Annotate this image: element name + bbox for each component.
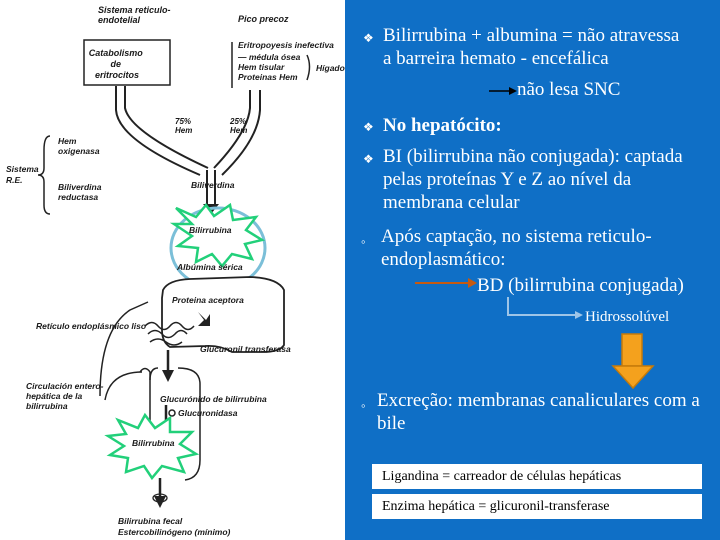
label-proteina-aceptora: Proteina aceptora bbox=[172, 295, 244, 305]
sub-bullet-icon: ◦ bbox=[361, 398, 366, 413]
ligandina-box: Ligandina = carreador de células hepáticas bbox=[372, 464, 702, 489]
text-panel bbox=[345, 0, 720, 540]
label-pico-precoz: Pico precoz bbox=[238, 14, 289, 24]
hepatocyte-membrane bbox=[162, 277, 284, 352]
bullet-2-text: No hepatócito: bbox=[383, 115, 502, 136]
flow-arrow-1 bbox=[162, 370, 174, 382]
line: Hem bbox=[175, 126, 193, 135]
line: Hem tisular bbox=[238, 62, 285, 72]
label-circulacion bbox=[26, 381, 106, 411]
label-sistema-re bbox=[6, 164, 41, 185]
label-reticulo: Retículo endoplásmico liso bbox=[36, 321, 147, 331]
label-fecal bbox=[118, 516, 231, 537]
line: Biliverdina bbox=[58, 182, 102, 192]
re-bracket bbox=[38, 136, 50, 214]
line: Bilirrubina fecal bbox=[118, 516, 183, 526]
line: de bbox=[110, 59, 121, 69]
label-glucuronidasa: Glucuronidasa bbox=[178, 408, 238, 418]
enzima-box: Enzima hepática = glicuronil-transferase bbox=[372, 494, 702, 519]
line: Hem bbox=[58, 136, 77, 146]
bullet-icon: ❖ bbox=[363, 120, 374, 134]
label-bilirrubina-bottom: Bilirrubina bbox=[132, 438, 175, 448]
line: Circulación entero- bbox=[26, 381, 104, 391]
line: Sistema reticulo- bbox=[98, 5, 171, 15]
label-biliverdina-reductasa bbox=[58, 182, 104, 202]
label-biliverdina: Biliverdina bbox=[191, 180, 235, 190]
line: oxigenasa bbox=[58, 146, 100, 156]
label-albumina: Albúmina sérica bbox=[177, 262, 243, 272]
bullet-1-main: Bilirrubina + albumina = não atravessa a barreira hemato - encefálica bbox=[383, 25, 680, 69]
line: reductasa bbox=[58, 192, 99, 202]
label-75-hem bbox=[175, 117, 193, 135]
bilirrubina-star-top bbox=[174, 205, 262, 266]
label-25-hem bbox=[229, 117, 248, 135]
orange-down-arrow bbox=[611, 332, 655, 390]
line: Estercobilinógeno (mínimo) bbox=[118, 527, 231, 537]
label-hem-oxigenasa bbox=[58, 136, 100, 156]
label-higado: Hígado bbox=[316, 63, 345, 73]
label-sistema-reticuloendotelial bbox=[98, 5, 173, 25]
line: R.E. bbox=[6, 175, 23, 185]
line: Sistema bbox=[6, 164, 39, 174]
line: bilirrubina bbox=[26, 401, 68, 411]
line: — médula ósea bbox=[238, 52, 301, 62]
glucuronidasa-dot bbox=[169, 410, 175, 416]
arrow-to-bd bbox=[415, 278, 477, 288]
line: 75% bbox=[175, 117, 192, 126]
line: hepática de la bbox=[26, 391, 83, 401]
line: Catabolismo bbox=[88, 48, 143, 58]
bullet-4-text: Após captação, no sistema reticulo-endoplasmático: bbox=[381, 226, 652, 270]
sub-bullet-icon: ◦ bbox=[361, 234, 366, 249]
line: 25% bbox=[230, 117, 247, 126]
line: endotelial bbox=[98, 15, 141, 25]
label-eritropoyesis bbox=[237, 40, 336, 82]
label-glucuronil: Glucuronil transferasa bbox=[200, 344, 291, 354]
line: Eritropoyesis inefectiva bbox=[238, 40, 334, 50]
bullet-5-text: Excreção: membranas canaliculares com a bile bbox=[377, 390, 700, 434]
enterohepatic-loop bbox=[100, 302, 148, 396]
bullet-icon: ❖ bbox=[363, 31, 374, 45]
label-glucuronido: Glucurónido de bilirrubina bbox=[160, 394, 267, 404]
connector-to-hidro bbox=[505, 297, 585, 321]
bullet-icon: ❖ bbox=[363, 152, 374, 166]
bullet-1-text bbox=[383, 24, 683, 70]
bilirubin-metabolism-diagram bbox=[0, 0, 345, 540]
bd-text: BD (bilirrubina conjugada) bbox=[477, 275, 684, 296]
line: eritrocitos bbox=[94, 70, 140, 80]
bullet-1-result: não lesa SNC bbox=[517, 79, 621, 100]
funnel-left-inner bbox=[125, 86, 208, 168]
line: Proteinas Hem bbox=[238, 72, 298, 82]
arrow-to-snc bbox=[489, 86, 517, 96]
bullet-3-text: BI (bilirrubina não conjugada): captada pelas proteínas Y e Z ao nível da membrana celular bbox=[383, 146, 683, 213]
label-bilirrubina-top: Bilirrubina bbox=[189, 225, 232, 235]
line: Hem bbox=[230, 126, 248, 135]
hidrossoluvel-text: Hidrossolúvel bbox=[585, 309, 670, 325]
